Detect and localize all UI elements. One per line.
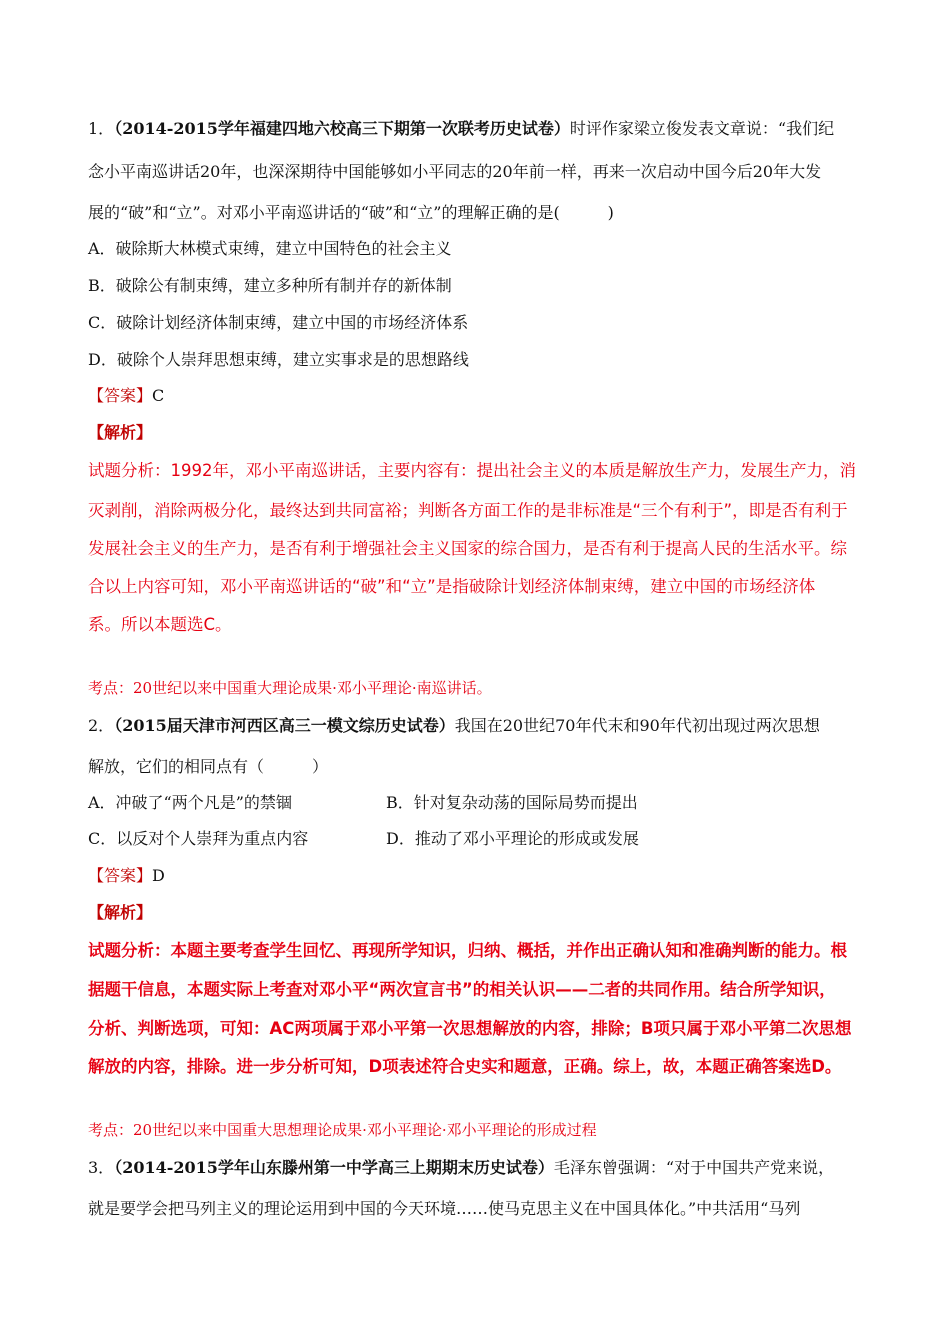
q1-analysis-line: 灭剥削，消除两极分化，最终达到共同富裕；判断各方面工作的是非标准是“三个有利于”，即是否有利于 [88,501,848,520]
q2-analysis-line: 解放的内容，排除。进一步分析可知，D项表述符合史实和题意，正确。综上，故，本题正确答案选D。 [88,1057,842,1076]
q1-analysis-line: 试题分析：1992年，邓小平南巡讲话，主要内容有：提出社会主义的本质是解放生产力，发展生产力，消 [88,461,856,480]
q1-analysis-label: 【解析】 [88,423,153,442]
q1-number: 1． [88,119,115,138]
q2-kaodian: 考点：20世纪以来中国重大思想理论成果·邓小平理论·邓小平理论的形成过程 [88,1121,597,1139]
q1-answer [88,383,878,406]
q1-option-c: C．破除计划经济体制束缚，建立中国的市场经济体系 [88,313,469,332]
q2-analysis-line: 试题分析：本题主要考查学生回忆、再现所学知识，归纳、概括，并作出正确认知和准确判断的能力。根 [88,941,847,960]
q1-analysis-line: 合以上内容可知，邓小平南巡讲话的“破”和“立”是指破除计划经济体制束缚，建立中国的市场经济体 [88,577,816,596]
q2-stem-start: 我国在20世纪70年代末和90年代初出现过两次思想 [454,716,820,735]
q3-source: （2014-2015学年山东滕州第一中学高三上期期末历史试卷） [114,1158,554,1177]
q3-number: 3． [88,1158,115,1177]
q2-option-d: D．推动了邓小平理论的形成或发展 [386,829,639,848]
q1-analysis-line: 发展社会主义的生产力，是否有利于增强社会主义国家的综合国力，是否有利于提高人民的生活水平。综 [88,539,847,558]
q2-answer-value: D [152,866,165,885]
q2-answer [88,863,878,886]
q1-line3: 展的“破”和“立”。对邓小平南巡讲话的“破”和“立”的理解正确的是( ) [88,203,614,222]
q1-option-a: A．破除斯大林模式束缚，建立中国特色的社会主义 [88,239,452,258]
q1-stem-start: 时评作家梁立俊发表文章说：“我们纪 [569,119,835,138]
q1-answer-label: 【答案】 [88,386,153,405]
q1-line2: 念小平南巡讲话20年，也深深期待中国能够如小平同志的20年前一样，再来一次启动中国今后20年大发 [88,162,822,181]
q2-number: 2． [88,716,115,735]
q1-option-d: D．破除个人崇拜思想束缚，建立实事求是的思想路线 [88,350,469,369]
q3-line1 [88,1155,878,1178]
q1-line1 [88,116,878,139]
q2-analysis-label: 【解析】 [88,903,153,922]
q2-analysis-line: 据题干信息，本题实际上考查对邓小平“两次宣言书”的相关认识——二者的共同作用。结合所学知识， [88,980,836,999]
q2-answer-label: 【答案】 [88,866,153,885]
q2-line2: 解放，它们的相同点有（ ） [88,757,329,776]
q2-source: （2015届天津市河西区高三一模文综历史试卷） [114,716,455,735]
q1-kaodian: 考点：20世纪以来中国重大理论成果·邓小平理论·南巡讲话。 [88,679,492,697]
q2-option-b: B．针对复杂动荡的国际局势而提出 [386,793,638,812]
q1-option-b: B．破除公有制束缚，建立多种所有制并存的新体制 [88,276,452,295]
q2-option-a: A．冲破了“两个凡是”的禁锢 [88,793,292,812]
q1-answer-value: C [152,386,165,405]
q2-line1 [88,713,878,736]
q2-option-c: C．以反对个人崇拜为重点内容 [88,829,309,848]
q3-line2: 就是要学会把马列主义的理论运用到中国的今天环境……使马克思主义在中国具体化。”中共活用“马列 [88,1199,801,1218]
q2-analysis-line: 分析、判断选项，可知：AC两项属于邓小平第一次思想解放的内容，排除；B项只属于邓小平第二次思想 [88,1019,852,1038]
q3-stem-start: 毛泽东曾强调：“对于中国共产党来说， [553,1158,835,1177]
q1-source: （2014-2015学年福建四地六校高三下期第一次联考历史试卷） [114,119,570,138]
q1-analysis-line: 系。所以本题选C。 [88,615,232,634]
